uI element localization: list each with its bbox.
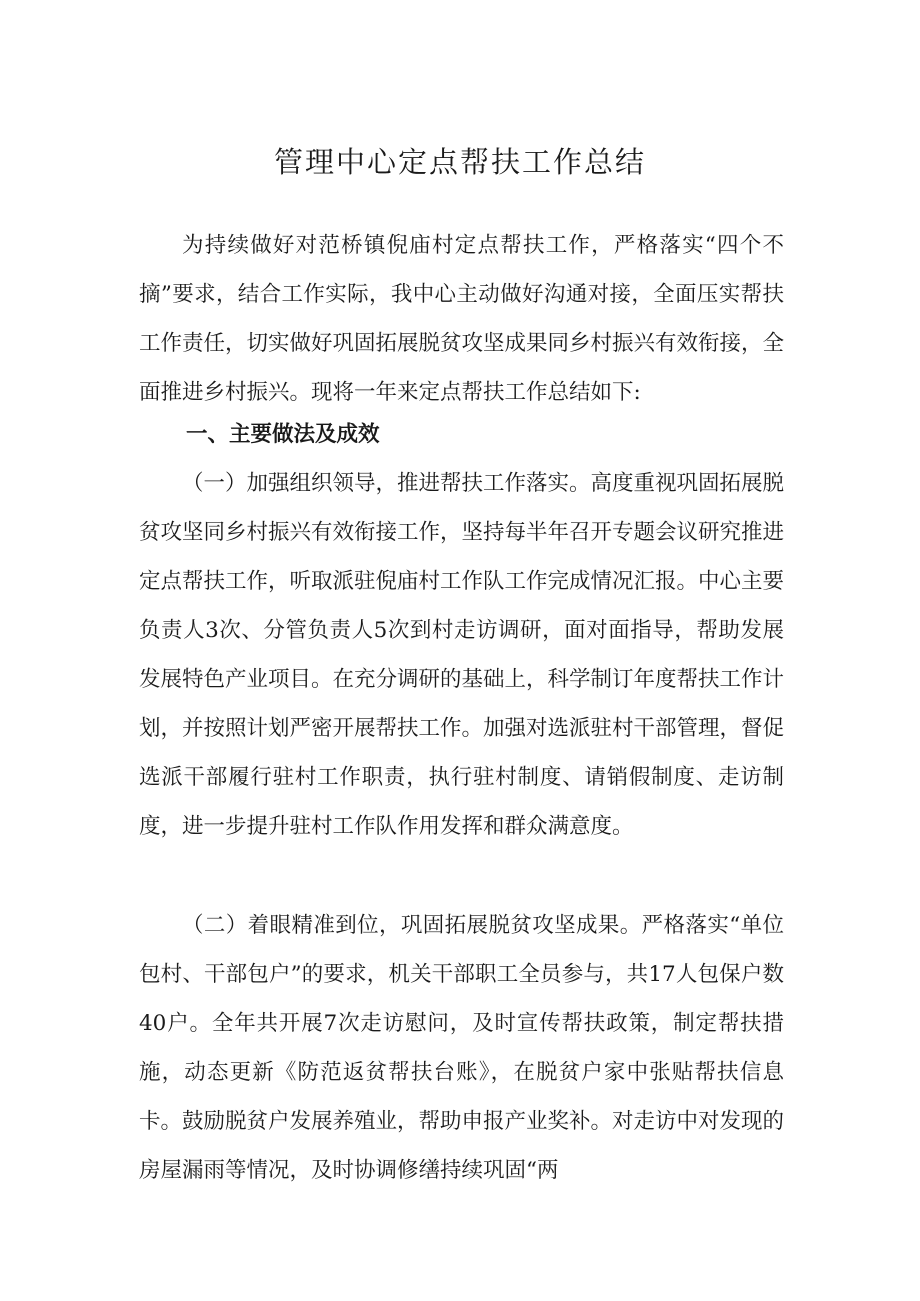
document-title: 管理中心定点帮扶工作总结 — [273, 145, 646, 179]
paragraph-1: （一）加强组织领导，推进帮扶工作落实。高度重视巩固拓展脱贫攻坚同乡村振兴有效衔接工作，坚持每半年召开专题会议研究推进定点帮扶工作，听取派驻倪庙村工作队工作完成情况汇报。中心主要负责人3次、分管负责人5次到村走访调研，面对面指导，帮助发展发展特色产业项目。在充分调研的基础上，科学制订年度帮扶工作计划，并按照计划严密开展帮扶工作。加强对选派驻村干部管理，督促选派干部履行驻村工作职责，执行驻村制度、请销假制度、走访制度，进一步提升驻村工作队作用发挥和群众满意度。 — [139, 471, 785, 839]
section-heading-1: 一、主要做法及成效 — [186, 422, 380, 447]
intro-paragraph: 为持续做好对范桥镇倪庙村定点帮扶工作，严格落实“四个不摘”要求，结合工作实际，我中心主动做好沟通对接，全面压实帮扶工作责任，切实做好巩固拓展脱贫攻坚成果同乡村振兴有效衔接，全面推进乡村振兴。现将一年来定点帮扶工作总结如下: — [139, 233, 785, 405]
paragraph-2: （二）着眼精准到位，巩固拓展脱贫攻坚成果。严格落实“单位包村、干部包户”的要求，机关干部职工全员参与，共17人包保户数40户。全年共开展7次走访慰问，及时宣传帮扶政策，制定帮扶措施，动态更新《防范返贫帮扶台账》，在脱贫户家中张贴帮扶信息卡。鼓励脱贫户发展养殖业，帮助申报产业奖补。对走访中对发现的房屋漏雨等情况，及时协调修缮持续巩固“两 — [139, 913, 785, 1183]
